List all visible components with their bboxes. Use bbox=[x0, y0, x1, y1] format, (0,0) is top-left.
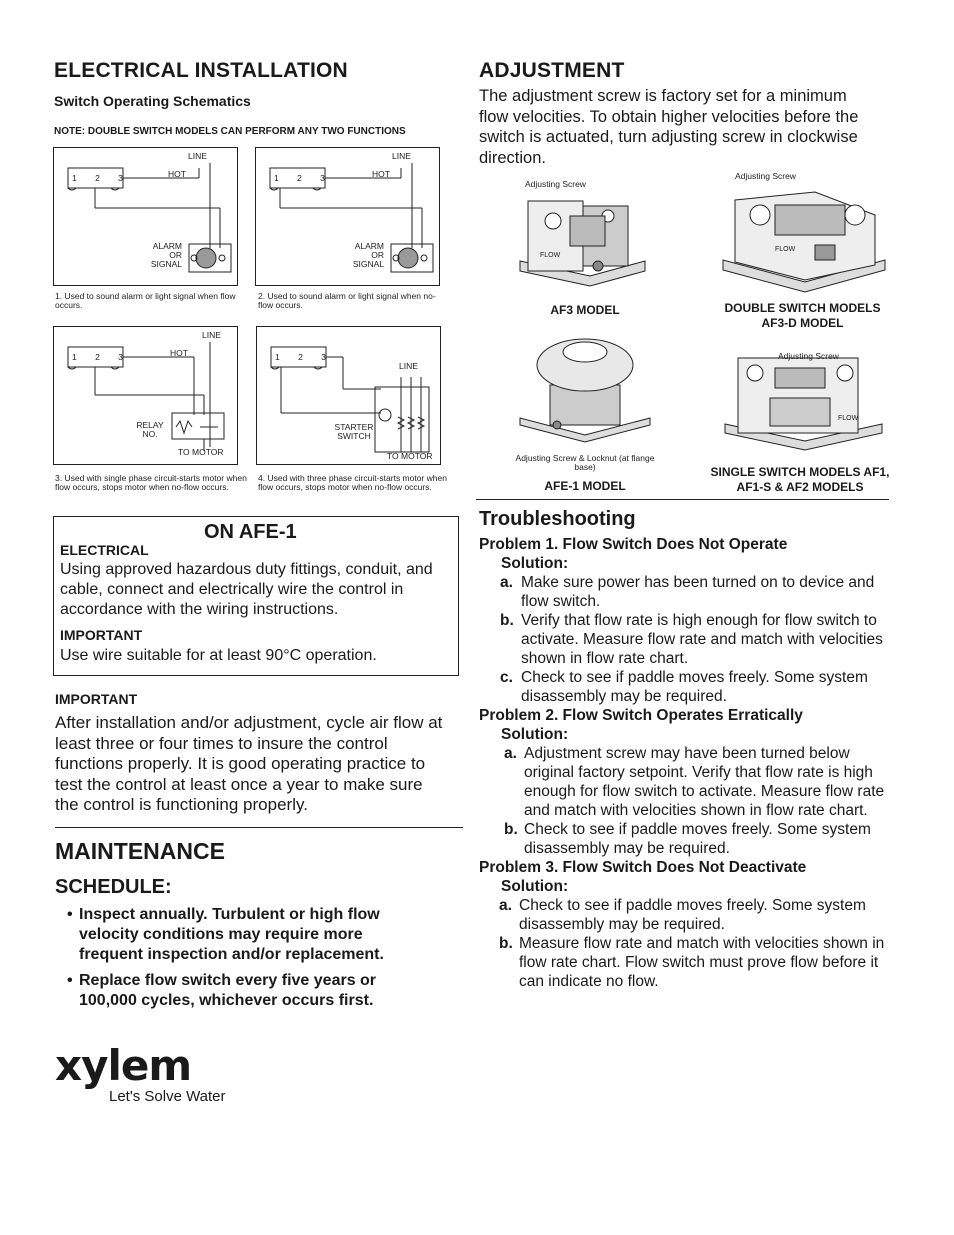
terminal-labels: 1 2 3 bbox=[274, 173, 333, 183]
terminal-labels: 1 2 3 bbox=[72, 173, 131, 183]
adjusting-screw-label: Adjusting Screw bbox=[778, 351, 839, 361]
schematic-1 bbox=[53, 147, 238, 286]
schedule-list bbox=[67, 905, 427, 1011]
af1-caption: SINGLE SWITCH MODELS AF1, AF1-S & AF2 MODELS bbox=[710, 465, 890, 494]
problem-1-title: Problem 1. Flow Switch Does Not Operate bbox=[479, 536, 788, 553]
important-label: IMPORTANT bbox=[55, 691, 138, 707]
section-divider bbox=[55, 827, 463, 828]
afe1-title: ON AFE-1 bbox=[204, 521, 297, 543]
list-item: c. Check to see if paddle moves freely. Some system disassembly may be required. bbox=[500, 669, 868, 705]
hot-label: HOT bbox=[170, 348, 188, 358]
list-item: a. Adjustment screw may have been turned below original factory setpoint. Verify that flow rate is high enough for flow switch to activate. Measure flow rate and match with velocities shown in flow rate chart. bbox=[504, 745, 885, 819]
af3-model-illustration bbox=[510, 176, 660, 296]
af3d-model-illustration bbox=[715, 170, 890, 300]
list-item: • Replace flow switch every five years or 100,000 cycles, whichever occurs first. bbox=[67, 972, 377, 1009]
terminal-labels: 1 2 3 bbox=[275, 352, 334, 362]
afe1-important-text: Use wire suitable for at least 90°C operation. bbox=[60, 647, 377, 664]
afe1-caption: AFE-1 MODEL bbox=[544, 479, 626, 493]
solution-label: Solution: bbox=[501, 726, 569, 743]
alarm-label: ALARM OR SIGNAL bbox=[352, 241, 384, 269]
af3d-caption: DOUBLE SWITCH MODELS AF3-D MODEL bbox=[724, 301, 881, 330]
to-motor-label: TO MOTOR bbox=[387, 451, 433, 461]
xylem-logo bbox=[55, 1041, 226, 1105]
hot-label: HOT bbox=[372, 169, 390, 179]
flow-label: FLOW bbox=[838, 415, 859, 422]
line-label: LINE bbox=[392, 151, 411, 161]
afe1-electrical-label: ELECTRICAL bbox=[60, 542, 149, 558]
afe1-box bbox=[53, 516, 459, 676]
to-motor-label: TO MOTOR bbox=[178, 447, 224, 457]
adjustment-text: The adjustment screw is factory set for a minimum flow velocities. To obtain higher velocities before the switch is actuated, turn adjusting screw in clockwise direction. bbox=[479, 87, 859, 167]
troubleshooting-title: Troubleshooting bbox=[479, 508, 636, 530]
schematic-2-caption: 2. Used to sound alarm or light signal when no-flow occurs. bbox=[258, 291, 436, 310]
starter-switch-label: STARTER SWITCH bbox=[334, 422, 374, 441]
wiring-diagram-4 bbox=[257, 327, 440, 464]
flow-label: FLOW bbox=[540, 252, 561, 259]
schematic-1-caption: 1. Used to sound alarm or light signal when flow occurs. bbox=[55, 291, 236, 310]
list-item: • Inspect annually. Turbulent or high flow velocity conditions may require more frequent inspection and/or replacement. bbox=[67, 906, 384, 963]
problem-2-title: Problem 2. Flow Switch Operates Erratically bbox=[479, 707, 803, 724]
important-text: After installation and/or adjustment, cycle air flow at least three or four times to insure the control functions properly. It is good operating practice to test the control at least once a year to make sure the control is functioning properly. bbox=[55, 713, 443, 814]
afe1-model-illustration bbox=[515, 330, 655, 475]
afe1-electrical-text: Using approved hazardous duty fittings, conduit, and cable, connect and electrically wire the control in accordance with the wiring instructions. bbox=[60, 561, 433, 618]
electrical-subtitle: Switch Operating Schematics bbox=[54, 93, 251, 109]
maintenance-title: MAINTENANCE bbox=[55, 838, 225, 864]
logo-tagline: Let's Solve Water bbox=[109, 1088, 226, 1105]
adjustment-title: ADJUSTMENT bbox=[479, 59, 625, 82]
flow-label: FLOW bbox=[775, 246, 796, 253]
schematic-4 bbox=[256, 326, 441, 465]
adjusting-screw-label: Adjusting Screw bbox=[735, 171, 796, 181]
afe1-important-label: IMPORTANT bbox=[60, 627, 143, 643]
schematics-note: NOTE: DOUBLE SWITCH MODELS CAN PERFORM ANY TWO FUNCTIONS bbox=[54, 126, 406, 137]
electrical-title: ELECTRICAL INSTALLATION bbox=[54, 59, 348, 82]
solution-label: Solution: bbox=[501, 878, 569, 895]
hot-label: HOT bbox=[168, 169, 186, 179]
schematic-3-caption: 3. Used with single phase circuit-starts motor when flow occurs, stops motor when no-flow occurs. bbox=[55, 473, 247, 492]
solution-label: Solution: bbox=[501, 555, 569, 572]
list-item: b. Check to see if paddle moves freely. Some system disassembly may be required. bbox=[504, 821, 871, 857]
schematic-3 bbox=[53, 326, 238, 465]
adjusting-screw-locknut-label: Adjusting Screw & Locknut (at flange base) bbox=[515, 453, 655, 472]
list-item: b. Measure flow rate and match with velocities shown in flow rate chart. Flow switch must prove flow before it can indicate no flow. bbox=[499, 935, 885, 990]
line-label: LINE bbox=[399, 361, 418, 371]
schematic-2 bbox=[255, 147, 440, 286]
problem-3-title: Problem 3. Flow Switch Does Not Deactivate bbox=[479, 859, 807, 876]
line-label: LINE bbox=[188, 151, 207, 161]
list-item: a. Check to see if paddle moves freely. Some system disassembly may be required. bbox=[499, 897, 866, 933]
schematic-4-caption: 4. Used with three phase circuit-starts motor when flow occurs, stops motor when no-flow occurs. bbox=[258, 473, 447, 492]
troubleshooting-list bbox=[479, 535, 889, 991]
relay-label: RELAY NO. bbox=[136, 420, 164, 439]
list-item: a. Make sure power has been turned on to device and flow switch. bbox=[500, 574, 875, 610]
af3-caption: AF3 MODEL bbox=[550, 303, 620, 317]
list-item: b. Verify that flow rate is high enough for flow switch to activate. Measure flow rate and match with velocities shown in flow rate chart. bbox=[500, 612, 883, 667]
schedule-title: SCHEDULE: bbox=[55, 876, 172, 898]
section-divider bbox=[476, 499, 889, 500]
line-label: LINE bbox=[202, 330, 221, 340]
wiring-diagram-3 bbox=[54, 327, 237, 464]
af1-model-illustration bbox=[720, 348, 885, 458]
adjusting-screw-label: Adjusting Screw bbox=[525, 179, 586, 189]
terminal-labels: 1 2 3 bbox=[72, 352, 131, 362]
alarm-label: ALARM OR SIGNAL bbox=[150, 241, 182, 269]
logo-wordmark: xylem bbox=[55, 1041, 192, 1090]
